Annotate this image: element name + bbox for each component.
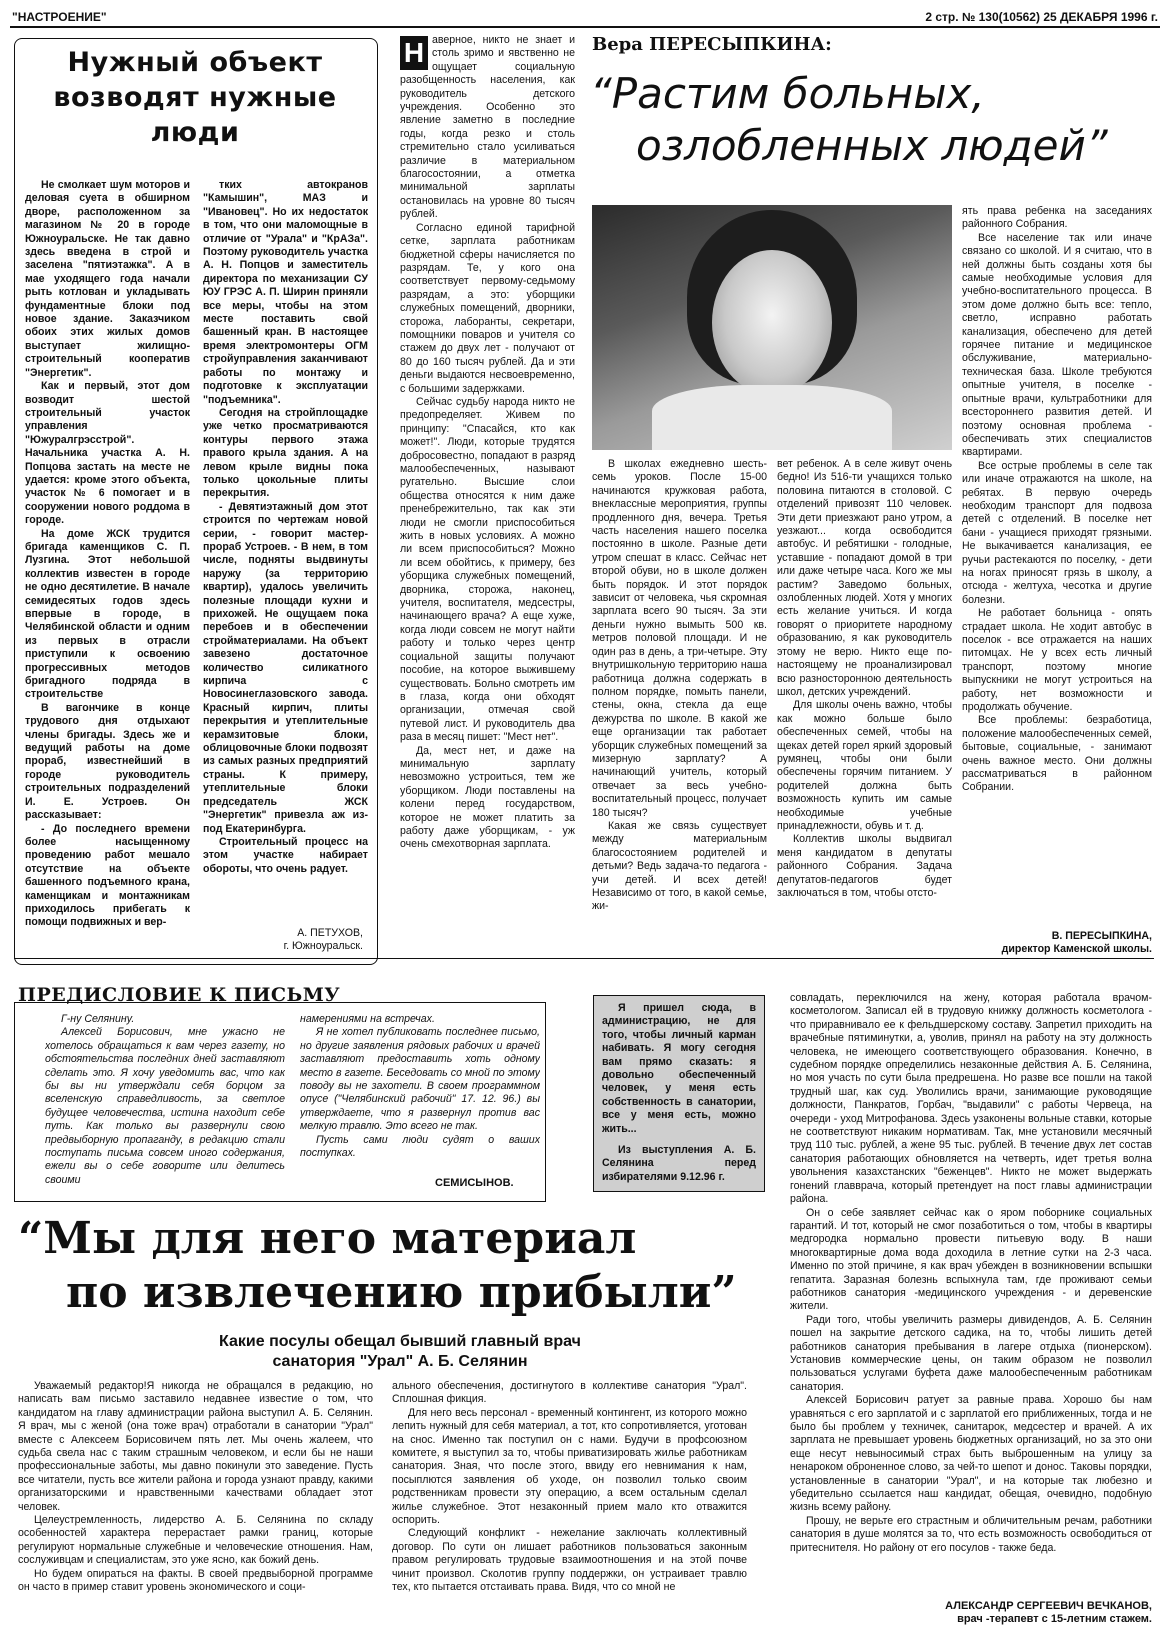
paragraph: Для него весь персонал - временный контингент, из которого можно лепить нужный для себя материал, а тот, кто сопротивляется, уготован на снос. Именно так поступил он с нами. Будучи в профсоюзном комитете, я выступил за то, чтобы приватизировать жилье работникам санатория. Зная, что после этого, ввиду его невнимания к нам, посыплются заявления об уходе, он позволил только своим родственникам провести эту операцию, а всем остальным сделал жилье служебное. Этот незаконный прием мало кто отважится оспорить.	[392, 1406, 747, 1527]
issue-info: 2 стр. № 130(10562) 25 ДЕКАБРЯ 1996 г.	[925, 10, 1158, 24]
quote-source-text: Из выступления А. Б. Селянина перед избирателями 9.12.96 г.	[602, 1144, 756, 1183]
paragraph: ального обеспечения, достигнутого в коллективе санатория "Урал". Сплошная фикция.	[392, 1380, 747, 1406]
title-line: по извлечению прибыли”	[66, 1267, 737, 1318]
quote-box	[593, 995, 765, 1192]
preface-title: ПРЕДИСЛОВИЕ К ПИСЬМУ	[18, 984, 346, 1006]
paragraph: В школах ежедневно шесть-семь уроков. После 15-00 начинаются кружковая работа, внеклассные мероприятия, группы продленного дня, вечера. Третья часть населения нашего поселка постоянно в школе. Разные дети утром спешат в класс. Сейчас нет второй обуви, но в школе должен быть порядок. И этот порядок зависит от человека, чья скромная зарплата всего 90 тысяч. За эти деньги нужно вымыть 500 кв. метров половой площади. И не один раз в день, а три-четыре. Эту внутришкольную территорию наша работница должна содержать в полном порядке, помыть панели, стены, окна, стекла да еще дежурства по школе. В какой же еще организации так работает уборщик служебных помещений за мизерную зарплату? А начинающий учитель, который отвечает за весь учебно-воспитательный процесс, получает 180 тысяч?	[592, 458, 767, 819]
article-school-byline: Вера ПЕРЕСЫПКИНА:	[592, 34, 832, 55]
article-letter-col2	[392, 1380, 747, 1640]
article-construction-title: Нужный объект возводят нужные люди	[53, 47, 337, 148]
paragraph: Согласно единой тарифной сетке, зарплата работникам бюджетной сферы начисляется по разрядам. Те, у кого она соответствует первому-седьмому разрядам, а это: уборщики служебных помещений, дворники, сторожа, лаборанты, секретари, помощники поваров и учителя со стажем до двух лет - получают от 80 до 160 тысяч рублей. Да и эти деньги выдаются несвоевременно, с большими задержками.	[400, 221, 575, 395]
page-header	[10, 8, 1160, 28]
subtitle-line: санатория "Урал" А. Б. Селянин	[272, 1353, 528, 1370]
paragraph: Я не хотел публиковать последнее письмо, но другие заявления рядовых рабочих и врачей заставляют предоставить хоть одному место в газете. Беседовать со мной по этому поводу вы не захотели. В своем программном опусе ("Челябинский рабочий" 17. 12. 96.) вы утверждаете, что я развернул против вас мелкую травлю. Это всего не так.	[300, 1026, 540, 1133]
paragraph: тких автокранов "Камышин", МАЗ и "Ивановец". Но их недостаток в том, что они маломощные в отличие от "Урала" и "КрАЗа". Поэтому руководитель участка А. Н. Попцов и заместитель директора по механизации СУ ЮУ ГРЭС А. П. Ширин приняли все меры, чтобы на этом месте поставить свой башенный кран. В настоящее время электромонтеры ОГМ стройуправления заканчивают работы по монтажу и подготовке к эксплуатации "подъемника".	[203, 179, 368, 406]
paragraph: Какая же связь существует между материальным благосостоянием родителей и детьми? Ведь задача-то педагога - учи детей. И всех детей! Независимо от того, в какой семье, жи-	[592, 819, 767, 913]
article-school-col3	[777, 458, 952, 948]
paragraph: Пусть сами люди судят о ваших поступках.	[300, 1133, 540, 1160]
paragraph: Уважаемый редактор!Я никогда не обращался в редакцию, но написать вам письмо заставило недавнее известие о том, что кандидатом на главу администрации района выступил А. Б. Селянин. Я врач, мы с женой (она тоже врач) отработали в санатории "Урал" вместе с Алексеем Борисовичем пять лет. Мы очень жалеем, что судьба свела нас с таким страшным человеком, и если бы не наши профессиональные заботы, мы давно покинули это заведение. Пусть все читатели, пусть все жители района и города узнают правду, какими организаторскими и нравственными качествами обладает этот человек.	[18, 1380, 373, 1513]
author-position: директор Каменской школы.	[1001, 943, 1152, 955]
paragraph: На доме ЖСК трудится бригада каменщиков С. П. Лузгина. Этот небольшой коллектив известен в городе не одно десятилетие. В начале семидесятых годов здесь впервые в городе, в Челябинской области и одним из первых в отрасли приступили к освоению прогрессивных методов бригадного подряда в строительстве	[25, 527, 190, 701]
author-name: А. ПЕТУХОВ,	[297, 927, 363, 939]
paragraph: Как и первый, этот дом возводит шестой строительный участок управления "Южуралгрэсстрой". Начальника участка А. Н. Попцова застать на месте не удается: кроме этого объекта, участок № 6 помогает и в сооружении нового роддома в городе.	[25, 380, 190, 527]
paragraph: Алексей Борисович, мне ужасно не хотелось обращаться к вам через газету, но обстоятельства последних дней заставляют сделать это. Я хочу уведомить вас, что как бы вы ни утверждали себя борцом за вселенскую справедливость, за светлое будущее человечества, истина находит себе путь. Как только вы развернули свою предвыборную пропаганду, в редакцию стали поступать письма совсем иного содержания, ежели вы о себе говорите или делитесь своими	[45, 1026, 285, 1186]
paragraph: намерениями на встречах.	[300, 1013, 435, 1025]
paragraph: Да, мест нет, и даже на минимальную зарплату невозможно устроиться, тем же уборщиком. Люди поставлены на колени перед государством, которое не может платить за работу даже уборщикам, - уж очень смехотворная зарплата.	[400, 744, 575, 851]
subtitle-line: Какие посулы обещал бывший главный врач	[219, 1333, 581, 1350]
paragraph: Г-ну Селянину.	[61, 1013, 135, 1025]
author-position: врач -терапевт с 15-летним стажем.	[957, 1613, 1152, 1625]
paragraph: Сейчас судьбу народа никто не предопределяет. Живем по принципу: "Спасайся, кто как может!". Люди, которые трудятся добросовестно, попадают в разряд малообеспеченных, называют ругательно. Высшие слои общества относятся к ним даже пренебрежительно, так как эти люди не смогли приспособиться жить в новых условиях. А можно ли всем приспособиться? Можно ли всем обойтись, к примеру, без уборщика служебных помещений, дворника, сторожа, наконец, учителя, воспитателя, медсестры, начинающего врача? А еще хуже, когда люди совсем не могут найти работу и только через центр социальной защиты получают пособие, на которое выжившему существовать. Больно смотреть им в глаза, когда они обходят организации, отмечая свой путевой лист. И руководитель два раза в месяц пишет: "Мест нет".	[400, 395, 575, 744]
article-school-col2	[592, 458, 767, 948]
preface-signature: СЕМИСЫНОВ.	[435, 1177, 514, 1189]
article-letter-signature	[790, 1600, 1152, 1626]
paragraph: аверное, никто не знает и столь зримо и явственно не ощущает социальную разобщенность населения, как руководитель детского учреждения. Особенно это явление заметно в последние годы, когда резко и столь стремительно стало усиливаться различие в материальном благосостоянии, а отметка минимальной зарплаты остановилась на уровне 80 тысяч рублей.	[400, 34, 575, 221]
preface-box	[14, 1002, 546, 1202]
article-construction-col1	[25, 179, 190, 954]
preface-col2	[300, 1013, 540, 1173]
quote-paragraph: Я пришел сюда, в администрацию, не для того, чтобы личный карман набивать. Я могу сегодня вам прямо сказать: я довольно обеспеченный человек, у меня есть собственность в санатории, все у меня есть, можно жить...	[602, 1002, 756, 1135]
paragraph: Алексей Борисович ратует за равные права. Хорошо бы нам уравняться с его зарплатой и с зарплатой его приближенных, тогда и не было бы проблем у техничек, санитарок, медсестер и врачей. А их зарплата не превышает уровень бюджетных организаций, но за это они еще несут невыносимый страх быть выброшенным на улицу за ненароком оброненное слово, за чей-то шепот и донос. Таковы порядки, установленные в санатории "Урал", и на которые так любезно и убедительно ссылается наш кандидат, обещая, очевидно, подобную жизнь всему району.	[790, 1394, 1152, 1514]
quote-source	[602, 1144, 756, 1186]
article-letter-col1	[18, 1380, 373, 1640]
preface-col1	[45, 1013, 285, 1193]
article-school-signature	[962, 930, 1152, 956]
quote-text	[602, 1002, 756, 1142]
paragraph: вет ребенок. А в селе живут очень бедно! Из 516-ти учащихся только половина питаются в столовой. С отделений привозят 110 человек. Эти дети приезжают рано утром, а уезжают... когда освободится автобус. И ребятишки - голодные, уставшие - попадают домой в три или даже четыре часа. Кого же мы растим? Заведомо больных, озлобленных людей. Хотя у многих есть желание учиться. И когда говорят о приоритете народному образованию, я как руководитель этому не верю. Никто еще по-настоящему не проанализировал всю разносторонною деятельность школ, детских учреждений.	[777, 458, 952, 698]
paragraph: Для школы очень важно, чтобы как можно больше было обеспеченных семей, чтобы на щеках детей горел яркий здоровый румянец, чтобы они были обеспечены горячим питанием. У родителей должна быть возможность купить им самые необходимые учебные принадлежности, обувь и т. д.	[777, 699, 952, 832]
paragraph: Прошу, не верьте его страстным и обличительным речам, работники санатория в душе молятся за то, что есть возможность освободиться от притеснителя. Но району от его посулов - также беда.	[790, 1514, 1152, 1554]
paragraph: Он о себе заявляет сейчас как о яром поборнике социальных гарантий. И тот, который не смог позаботиться о том, чтобы в квартиры медгородка нормально провести питьевую воду. В наши многоквартирные дома вода доходила в летние сутки на 2-3 часа. Именно по этой причине, я как врач убежден в возникновении вспышки гепатита. Заразная болезнь вспыхнула там, где проживают семьи работников санатория -медицинского учреждения - и деревенские жители.	[790, 1206, 1152, 1313]
paragraph: В вагончике в конце трудового дня отдыхают члены бригады. Здесь же и ведущий работы на доме прораб, известнейший в городе руководитель строительных подразделений И. Е. Устроев. Он рассказывает:	[25, 701, 190, 822]
paragraph: Следующий конфликт - нежелание заключать коллективный договор. По сути он лишает работников пользоваться законным правом регулировать трудовые взаимоотношения и на этой почве чинит произвол. Сколотив группу поддержки, он устраивает травлю тех, кто пытается отстаивать права. Видя, что со мной не	[392, 1527, 747, 1594]
paragraph: Не работает больница - опять страдает школа. Не ходит автобус в поселок - все отражается на наших питомцах. Не у всех есть личный транспорт, поэтому многие выпускники не могут устроиться на работу, нет возможности и продолжать обучение.	[962, 607, 1152, 714]
article-letter-col3	[790, 992, 1152, 1582]
paragraph: Строительный процесс на этом участке набирает обороты, что очень радует.	[203, 835, 368, 875]
paragraph: совладать, переключился на жену, которая работала врачом-косметологом. Записал ей в трудовую книжку должность косметолога - что приравнивало ее к фельдшерскому составу. Запретил приходить на врачебные пятиминутки, а, уволив, принял на работу на эту должность человека, не имеющего соответствующего образования. Конечно, в судебном порядке определились незаконные действия А. Б. Селянина, но моя участь по сути была предрешена. Но разве все пошли на такой трудный шаг, как суд. Уволились врачи, занимающие руководящие должности, Панкратов, Горбач, "выдавили" с работы Червеца, на очереди - уход Митрофанова. Здесь узаконены вольные ставки, которые не соответствуют никаким нормативам. Так, мне установили месячный труд 110 тыс. рублей, а жене 95 тыс. рублей. В течение двух лет состав санатория работающих обновляется на четверть, идет третья волна увольнения казахстанских "беженцев". Никто не может выдержать гонений главврача, который претендует на пост главы администрации района.	[790, 992, 1152, 1206]
paragraph: Все население так или иначе связано со школой. И я считаю, что в ней должны быть созданы хотя бы самые необходимые условия для учебно-воспитательного процесса. В этом доме должно быть все: тепло, светло, исправно работать канализация, обеспечено для детей горячее питание и медицинское обслуживание, материально-техническая база. Школе требуются опытные учителя, в поселке - опытные врачи, культработники для всестороннего развития детей. И поэтому основная проблема - обеспечивать этих специалистов квартирами.	[962, 231, 1152, 459]
article-construction-col2	[203, 179, 368, 919]
article-construction-signature	[203, 927, 363, 953]
paragraph: Коллектив школы выдвигал меня кандидатом в депутаты районного Собрания. Задача депутатов-педагогов будет заключаться в том, чтобы отсто-	[777, 833, 952, 899]
paragraph: Целеустремленность, лидерство А. Б. Селянина по складу особенностей характера перерастает рамки границ, которые регулируют нормальные служебные и человеческие отношения. Нам, сослуживцам и специалистам, это уже ясно, как божий день.	[18, 1514, 373, 1567]
paragraph: - Девятиэтажный дом этот строится по чертежам новой серии, - говорит мастер-прораб Устроев. - В нем, в том числе, подняты выдвинуты наружу (за территорию квартир), удалось увеличить полезные площади кухни и прихожей. Не ощущаем пока перебоев и в обеспечении стройматериалами. На объект завезено достаточное количество силикатного кирпича с Новосинеглазовского завода. Красный кирпич, плиты перекрытия и утеплительные керамзитовые блоки, облицовочные блоки подвозят из самых разных предприятий страны. К примеру, утеплительные блоки председатель ЖСК "Энергетик" привезла аж из-под Екатеринбурга.	[203, 500, 368, 835]
paragraph: Сегодня на стройплощадке уже четко просматриваются контуры первого этажа правого крыла здания. А на левом крыле видны пока только цокольные плиты перекрытия.	[203, 406, 368, 500]
newspaper-name: "НАСТРОЕНИЕ"	[12, 10, 107, 24]
title-line: озлобленных людей”	[636, 121, 1108, 170]
article-school-col4	[962, 205, 1152, 930]
article-school-col1	[400, 34, 575, 944]
clothing-shape	[652, 385, 892, 450]
article-letter-subtitle	[140, 1332, 660, 1372]
author-name: АЛЕКСАНДР СЕРГЕЕВИЧ ВЕЧКАНОВ,	[945, 1600, 1152, 1612]
title-line: “Растим больных,	[590, 69, 985, 118]
paragraph: Все острые проблемы в селе так или иначе отражаются на школе, на ребятах. В первую очередь необходим транспорт для подвоза детей с отделений. В поселке нет бани - учащиеся приходят грязными. Не выкачивается канализация, ее ручьи растекаются по поселку, - дети на ногах приносят грязь в школу, а отсюда - желтуха, чесотка и другие болезни.	[962, 459, 1152, 606]
author-name: В. ПЕРЕСЫПКИНА,	[1051, 930, 1152, 942]
paragraph: Не смолкает шум моторов и деловая суета в обширном дворе, расположенном за магазином № 20 в городе Южноуральске. Не так давно здесь введена в строй и заселена "пятиэтажка". А в мае уходящего года начали рыть котлован и укладывать фундаментные блоки под новое здание. Заказчиком обоих этих жилых домов выступает жилищно-строительный кооператив "Энергетик".	[25, 179, 190, 379]
paragraph: Но будем опираться на факты. В своей предвыборной программе он часто в пример ставит уровень экономического и соци-	[18, 1567, 373, 1594]
drop-cap: Н	[400, 36, 428, 70]
paragraph: Ради того, чтобы увеличить размеры дивидендов, А. Б. Селянин пошел на закрытие детского садика, на то, чтобы лишить детей работников санатория пребывания в лагере отдыха (пионерском). Установив коммерческие цены, он таким образом не позволил пользоваться услугами буфета даже малообеспеченным работникам санатория.	[790, 1313, 1152, 1393]
face-shape	[712, 250, 832, 395]
paragraph: Все проблемы: безработица, положение малообеспеченных семей, бытовые, социальные, - занимают очень важное место. Они должны рассматриваться в районном Собрании.	[962, 714, 1152, 794]
article-school-title	[590, 68, 1150, 172]
section-divider	[14, 958, 1154, 959]
paragraph: ять права ребенка на заседаниях районного Собрания.	[962, 205, 1152, 231]
article-letter-title	[18, 1212, 758, 1320]
title-line: “Мы для него материал	[18, 1213, 637, 1264]
author-place: г. Южноуральск.	[283, 940, 363, 952]
portrait-photo	[592, 205, 952, 450]
article-construction-box	[14, 38, 378, 965]
paragraph: - До последнего времени более насыщенному проведению работ мешало отсутствие на объекте башенного подъемного крана, каменщикам и монтажникам приходилось прибегать к помощи подвижных и вер-	[25, 822, 190, 929]
